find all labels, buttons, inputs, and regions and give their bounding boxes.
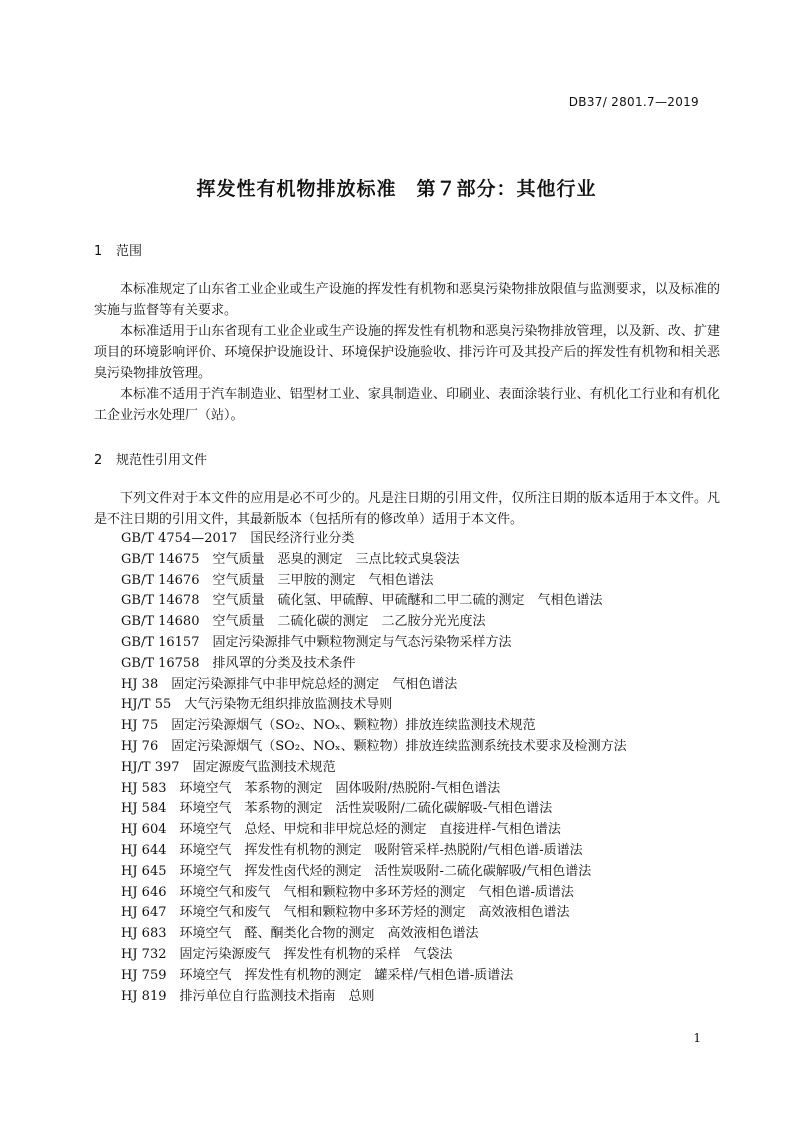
reference-code: HJ 38: [121, 676, 159, 692]
reference-title: 空气质量 硫化氢、甲硫醇、甲硫醚和二甲二硫的测定 气相色谱法: [212, 593, 603, 609]
reference-title: 大气污染物无组织排放监测技术导则: [184, 697, 393, 713]
reference-code: GB/T 14675: [121, 551, 200, 567]
reference-code: HJ 647: [121, 905, 167, 921]
reference-item: [121, 758, 721, 779]
reference-code: HJ/T 55: [121, 697, 172, 713]
reference-title: 固定源废气监测技术规范: [192, 759, 336, 775]
reference-code: HJ 759: [121, 967, 167, 983]
reference-spacer: [199, 614, 212, 629]
section-1-paragraph-1: 本标准规定了山东省工业企业或生产设施的挥发性有机物和恶臭污染物排放限值与监测要求，以及标准的实施与监督等有关要求。: [94, 282, 720, 318]
section-number: 1: [94, 244, 103, 259]
reference-title: 环境空气 挥发性有机物的测定 吸附管采样-热脱附/气相色谱-质谱法: [179, 842, 583, 858]
reference-title: 环境空气 挥发性有机物的测定 罐采样/气相色谱-质谱法: [179, 967, 514, 983]
reference-spacer: [199, 552, 212, 567]
reference-title: 环境空气 总烃、甲烷和非甲烷总烃的测定 直接进样-气相色谱法: [179, 822, 561, 838]
reference-spacer: [167, 781, 180, 796]
reference-title: 排风罩的分类及技术条件: [212, 655, 356, 671]
reference-code: HJ 819: [121, 988, 167, 1004]
reference-title: 空气质量 二硫化碳的测定 二乙胺分光光度法: [212, 614, 486, 630]
reference-title: 排污单位自行监测技术指南 总则: [179, 988, 375, 1004]
reference-title: 空气质量 恶臭的测定 三点比较式臭袋法: [212, 551, 460, 567]
reference-title: 固定污染源排气中颗粒物测定与气态污染物采样方法: [212, 634, 512, 650]
reference-title: 空气质量 三甲胺的测定 气相色谱法: [212, 572, 434, 588]
reference-title: 环境空气 苯系物的测定 固体吸附/热脱附-气相色谱法: [179, 780, 501, 796]
reference-title: 固定污染源废气 挥发性有机物的采样 气袋法: [179, 946, 453, 962]
reference-spacer: [167, 968, 180, 983]
reference-item: [121, 924, 721, 945]
reference-spacer: [167, 822, 180, 837]
reference-spacer: [199, 593, 212, 608]
reference-code: HJ/T 397: [121, 759, 180, 775]
reference-title: 环境空气 醛、酮类化合物的测定 高效液相色谱法: [179, 926, 479, 942]
reference-item: [121, 799, 721, 820]
reference-item: [121, 903, 721, 924]
reference-item: [121, 737, 721, 758]
reference-spacer: [167, 926, 180, 941]
reference-spacer: [167, 947, 180, 962]
reference-item: [121, 591, 721, 612]
page-title: 挥发性有机物排放标准 第７部分：其他行业: [196, 178, 597, 200]
reference-title: 环境空气 苯系物的测定 活性炭吸附/二硫化碳解吸-气相色谱法: [179, 801, 553, 817]
reference-title: 固定污染源烟气（SO₂、NOₓ、颗粒物）排放连续监测技术规范: [171, 718, 536, 734]
reference-code: HJ 646: [121, 884, 167, 900]
reference-item: [121, 841, 721, 862]
reference-item: [121, 633, 721, 654]
reference-item: [121, 612, 721, 633]
reference-spacer: [167, 864, 180, 879]
reference-code: HJ 645: [121, 863, 167, 879]
section-1-paragraph-2: 本标准适用于山东省现有工业企业或生产设施的挥发性有机物和恶臭污染物排放管理，以及新、改、扩建项目的环境影响评价、环境保护设施设计、环境保护设施验收、排污许可及其投产后的挥发性有机物和相关恶臭污染物排放管理。: [94, 324, 720, 381]
header-doc-code: DB37/ 2801.7—2019: [568, 95, 699, 109]
reference-item: [121, 716, 721, 737]
reference-spacer: [158, 677, 171, 692]
reference-spacer: [158, 739, 171, 754]
reference-code: HJ 584: [121, 801, 167, 817]
reference-spacer: [171, 697, 184, 712]
reference-code: HJ 683: [121, 926, 167, 942]
reference-title: 国民经济行业分类: [250, 531, 355, 546]
section-title: 范围: [116, 244, 143, 259]
reference-item: [121, 695, 721, 716]
reference-code: HJ 75: [121, 718, 159, 734]
reference-code: GB/T 14678: [121, 593, 200, 609]
reference-code: HJ 583: [121, 780, 167, 796]
section-1-paragraph-3: 本标准不适用于汽车制造业、铝型材工业、家具制造业、印刷业、表面涂装行业、有机化工行业和有机化工企业污水处理厂（站）。: [94, 387, 720, 423]
reference-item: [121, 862, 721, 883]
reference-code: GB/T 14676: [121, 572, 200, 588]
reference-item: [121, 945, 721, 966]
reference-title: 固定污染源排气中非甲烷总烃的测定 气相色谱法: [171, 676, 458, 692]
reference-item: [121, 550, 721, 571]
reference-item: [121, 987, 721, 1008]
reference-spacer: [158, 718, 171, 733]
reference-code: GB/T 4754—2017: [121, 531, 238, 546]
section-1-heading: [94, 240, 142, 259]
reference-title: 环境空气和废气 气相和颗粒物中多环芳烃的测定 气相色谱-质谱法: [179, 884, 574, 900]
reference-list: [121, 529, 721, 1007]
reference-code: GB/T 14680: [121, 614, 200, 630]
reference-spacer: [167, 905, 180, 920]
section-title: 规范性引用文件: [116, 453, 208, 468]
reference-spacer: [167, 885, 180, 900]
reference-spacer: [167, 801, 180, 816]
reference-code: GB/T 16157: [121, 634, 200, 650]
section-2-heading: [94, 449, 207, 468]
reference-spacer: [167, 989, 180, 1004]
reference-item: [121, 883, 721, 904]
reference-spacer: [237, 531, 250, 546]
page-number: 1: [693, 1031, 701, 1045]
reference-title: 环境空气 挥发性卤代烃的测定 活性炭吸附-二硫化碳解吸/气相色谱法: [179, 863, 592, 879]
reference-item: [121, 966, 721, 987]
reference-spacer: [180, 760, 193, 775]
reference-code: HJ 732: [121, 946, 167, 962]
reference-code: GB/T 16758: [121, 655, 200, 671]
reference-item: [121, 675, 721, 696]
reference-title: 固定污染源烟气（SO₂、NOₓ、颗粒物）排放连续监测系统技术要求及检测方法: [171, 738, 627, 754]
reference-title: 环境空气和废气 气相和颗粒物中多环芳烃的测定 高效液相色谱法: [179, 905, 570, 921]
section-2-paragraph-1: 下列文件对于本文件的应用是必不可少的。凡是注日期的引用文件，仅所注日期的版本适用于本文件。凡是不注日期的引用文件，其最新版本（包括所有的修改单）适用于本文件。: [94, 491, 720, 527]
reference-item: [121, 529, 721, 550]
reference-spacer: [199, 656, 212, 671]
reference-item: [121, 779, 721, 800]
reference-spacer: [167, 843, 180, 858]
reference-code: HJ 604: [121, 822, 167, 838]
reference-code: HJ 644: [121, 842, 167, 858]
reference-spacer: [199, 573, 212, 588]
reference-item: [121, 820, 721, 841]
reference-item: [121, 654, 721, 675]
reference-item: [121, 571, 721, 592]
reference-code: HJ 76: [121, 738, 159, 754]
section-number: 2: [94, 453, 103, 468]
reference-spacer: [199, 635, 212, 650]
